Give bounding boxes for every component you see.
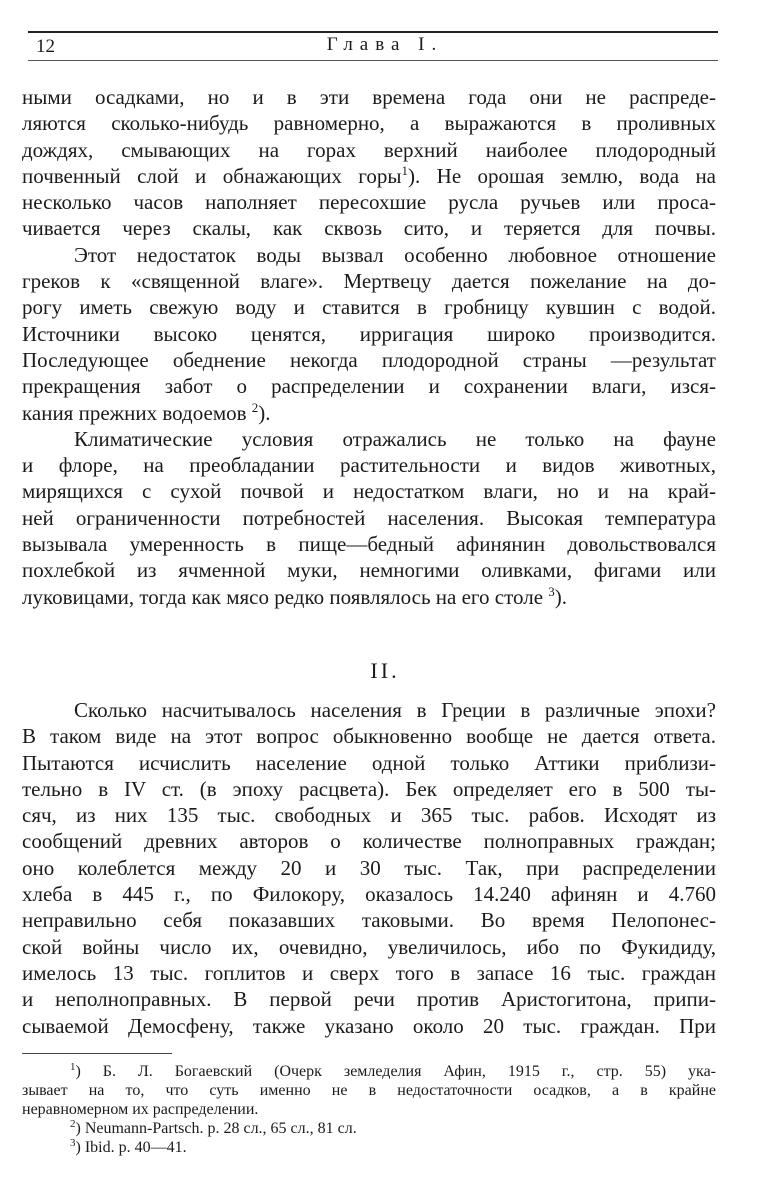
line-text: Сколько насчитывалось населения в Греции в различные эпохи?	[74, 698, 716, 722]
text-line	[22, 1013, 716, 1039]
line-text: рогу иметь свежую воду и ставится в гробницу кувшин с водой.	[22, 295, 716, 320]
text-line	[22, 189, 716, 215]
text-line	[22, 347, 716, 373]
footnote-rule	[22, 1053, 172, 1054]
line-text: чивается через скалы, как сквозь сито, и теряется для почвы.	[22, 216, 716, 241]
line-text: неравномерном их распределении.	[22, 1101, 259, 1118]
line-text: ными осадками, но и в эти времена года они не распреде-	[22, 85, 716, 109]
text-line	[22, 1138, 716, 1157]
text-line	[22, 505, 716, 531]
line-text: почвенный слой и обнажающих горы	[22, 163, 402, 188]
text-line	[22, 1100, 716, 1119]
line-text: Источники высоко ценятся, ирригация широко производится.	[22, 321, 716, 346]
line-text: Климатические условия отражались не только на фауне	[74, 426, 716, 451]
text-line	[22, 750, 716, 776]
line-text: хлеба в 445 г., по Филокору, оказалось 14.240 афинян и 4.760	[22, 882, 716, 907]
text-line	[22, 907, 716, 933]
footnote-ref: 1	[401, 162, 408, 178]
text-line	[22, 1081, 716, 1100]
line-text: ) Neumann-Partsch. p. 28 сл., 65 сл., 81 сл.	[75, 1120, 357, 1137]
text-line	[22, 855, 716, 881]
footnote-ref: 2	[251, 399, 259, 415]
text-line	[22, 802, 716, 828]
footnote-marker: 1	[70, 1062, 76, 1073]
line-text: вызывала умеренность в пище—бедный афинянин довольствовался	[22, 532, 716, 557]
text-line	[22, 294, 716, 320]
text-line	[22, 934, 716, 960]
text-line	[22, 84, 716, 110]
text-line	[22, 1062, 716, 1081]
text-line	[22, 881, 716, 907]
line-text: ) Б. Л. Богаевский (Очерк земледелия Афин, 1915 г., стр. 55) ука-	[75, 1063, 716, 1080]
text-line	[22, 584, 716, 610]
text-line	[22, 478, 716, 504]
line-text: греков к «священной влаге». Мертвецу дается пожелание на до-	[22, 269, 716, 294]
line-text: оно колеблется между 20 и 30 тыс. Так, при распределении	[22, 855, 716, 880]
footnote-marker: 2	[70, 1119, 76, 1130]
line-text: и флоре, на преобладании растительности и видов животных,	[22, 453, 716, 478]
line-text: ней ограниченности потребностей населения. Высокая температура	[22, 505, 716, 530]
line-text: Последующее обеднение некогда плодородной страны —результат	[22, 347, 716, 372]
header-rule-bottom	[28, 60, 718, 61]
text-line	[22, 557, 716, 583]
text-line	[22, 137, 716, 163]
text-line	[22, 776, 716, 802]
line-tail: ). Не орошая землю, вода на	[408, 163, 716, 188]
line-text: и неполноправных. В первой речи против Аристогитона, припи-	[22, 987, 716, 1012]
footnotes	[22, 1062, 716, 1157]
line-text: ляются сколько-нибудь равномерно, а выражаются в проливных	[22, 111, 716, 136]
text-line	[22, 426, 716, 452]
line-text: ской войны число их, очевидно, увеличилось, ибо по Фукидиду,	[22, 934, 716, 959]
text-line	[22, 828, 716, 854]
text-line	[22, 268, 716, 294]
page-number: 12	[36, 36, 55, 57]
section-heading: II.	[370, 658, 400, 683]
line-text: несколько часов наполняет пересохшие русла ручьев или проса-	[22, 190, 716, 215]
line-text: похлебкой из ячменной муки, немногими оливками, фигами или	[22, 558, 716, 583]
line-text: дождях, смывающих на горах верхний наиболее плодородный	[22, 137, 716, 162]
line-tail: ).	[554, 584, 568, 609]
text-line	[22, 215, 716, 241]
paragraph-block-2	[22, 697, 716, 1039]
line-text: прекращения забот о распределении и сохранении влаги, изся-	[22, 374, 716, 399]
line-text: имелось 13 тыс. гоплитов и сверх того в запасе 16 тыс. граждан	[22, 960, 716, 985]
text-line	[22, 531, 716, 557]
line-text: луковицами, тогда как мясо редко появлялось на его столе	[22, 584, 549, 609]
text-line	[22, 321, 716, 347]
line-text: сяч, из них 135 тыс. свободных и 365 тыс. рабов. Исходят из	[22, 803, 716, 828]
line-text: ) Ibid. p. 40—41.	[75, 1139, 187, 1156]
text-line	[22, 986, 716, 1012]
text-line	[22, 400, 716, 426]
footnote-marker: 3	[70, 1138, 76, 1149]
line-text: сываемой Демосфену, также указано около 20 тыс. граждан. При	[22, 1013, 716, 1038]
text-line	[22, 960, 716, 986]
text-line	[22, 242, 716, 268]
line-text: тельно в IV ст. (в эпоху расцвета). Бек определяет его в 500 ты-	[22, 776, 716, 801]
header-rule-top	[28, 31, 718, 33]
line-text: зывает на то, что суть именно не в недостаточности осадков, а в крайне	[22, 1082, 716, 1099]
footnote-ref: 3	[548, 583, 555, 599]
text-line	[22, 110, 716, 136]
text-line	[22, 163, 716, 189]
running-head: Глава I.	[326, 34, 444, 55]
text-line	[22, 697, 716, 723]
text-line	[22, 1119, 716, 1138]
line-text: сообщений древних авторов о количестве полноправных граждан;	[22, 829, 716, 854]
line-text: В таком виде на этот вопрос обыкновенно вообще не дается ответа.	[22, 724, 716, 749]
text-line	[22, 452, 716, 478]
text-line	[22, 373, 716, 399]
paragraph-block-1	[22, 84, 716, 610]
line-text: неправильно себя показавших таковыми. Во время Пелопонес-	[22, 908, 716, 933]
line-text: кания прежних водоемов	[22, 400, 252, 425]
line-text: мирящихся с сухой почвой и недостатком влаги, но и на край-	[22, 479, 716, 504]
line-text: Этот недостаток воды вызвал особенно любовное отношение	[74, 242, 716, 267]
line-tail: ).	[258, 400, 271, 425]
line-text: Пытаются исчислить население одной только Аттики приблизи-	[22, 750, 716, 775]
text-line	[22, 723, 716, 749]
